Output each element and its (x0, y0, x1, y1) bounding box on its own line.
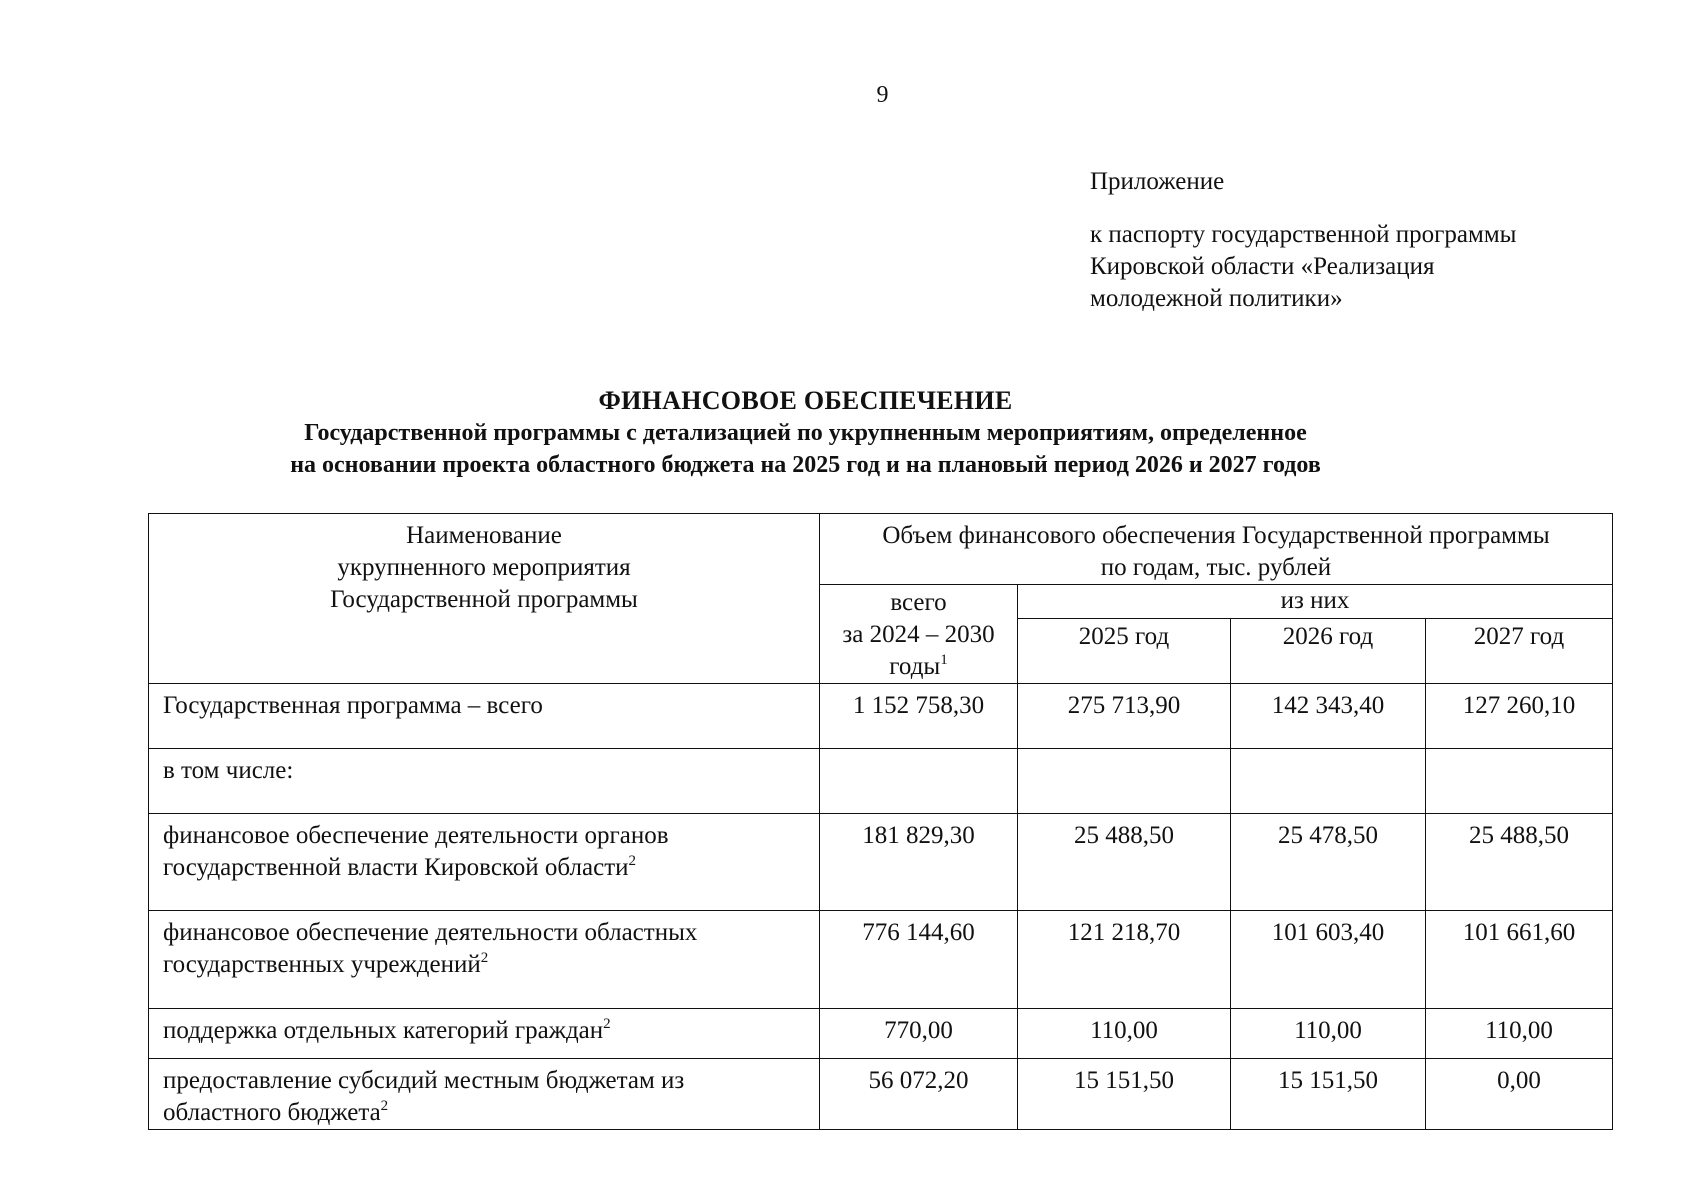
cell-2027: 25 488,50 (1426, 814, 1613, 911)
table-row (149, 749, 1613, 814)
financing-table (148, 513, 1613, 1130)
row-name: финансовое обеспечение деятельности органов государственной власти Кировской области$^2$ (149, 814, 820, 911)
cell-2027: 101 661,60 (1426, 911, 1613, 1009)
cell-total: 770,00 (820, 1009, 1018, 1059)
cell-2025: 121 218,70 (1018, 911, 1231, 1009)
cell-total: 1 152 758,30 (820, 684, 1018, 749)
heading-subtitle-line-2: на основании проекта областного бюджета на 2025 год и на плановый период 2026 и 2027 годов (290, 452, 1321, 478)
table-row (149, 911, 1613, 1009)
appendix-title: Приложение (1090, 168, 1225, 195)
cell-total (820, 749, 1018, 814)
appendix-line-3: молодежной политики» (1090, 285, 1343, 312)
header-year-2026: 2026 год (1231, 618, 1426, 683)
cell-2025: 110,00 (1018, 1009, 1231, 1059)
cell-2027 (1426, 749, 1613, 814)
cell-2026: 101 603,40 (1231, 911, 1426, 1009)
header-name-line-2: укрупненного мероприятия (337, 554, 631, 581)
table-row (149, 1059, 1613, 1130)
cell-total: 181 829,30 (820, 814, 1018, 911)
appendix-line-1: к паспорту государственной программы (1090, 221, 1517, 248)
row-name: Государственная программа – всего (149, 684, 820, 749)
header-name-line-1: Наименование (406, 522, 562, 549)
cell-2025: 275 713,90 (1018, 684, 1231, 749)
cell-2027: 127 260,10 (1426, 684, 1613, 749)
header-volume-line-2: по годам, тыс. рублей (1100, 554, 1332, 581)
cell-2026 (1231, 749, 1426, 814)
cell-2025: 15 151,50 (1018, 1059, 1231, 1130)
cell-2026: 142 343,40 (1231, 684, 1426, 749)
footnote-marker: 2 (628, 853, 637, 869)
header-of-them: из них (1018, 585, 1613, 619)
footnote-marker: 2 (603, 1016, 611, 1032)
page-number: 9 (876, 82, 889, 108)
cell-total: 56 072,20 (820, 1059, 1018, 1130)
row-name: финансовое обеспечение деятельности областных государственных учреждений$^2$ (149, 911, 820, 1009)
heading-subtitle-line-1: Государственной программы с детализацией по укрупненным мероприятиям, определенное (304, 420, 1307, 446)
cell-2027: 110,00 (1426, 1009, 1613, 1059)
header-activity-name (149, 514, 820, 684)
appendix-line-2: Кировской области «Реализация (1090, 253, 1435, 280)
row-name: в том числе: (149, 749, 820, 814)
row-name: предоставление субсидий местным бюджетам из областного бюджета$^2$ (149, 1059, 820, 1130)
cell-2026: 25 478,50 (1231, 814, 1426, 911)
heading-main: ФИНАНСОВОЕ ОБЕСПЕЧЕНИЕ (598, 386, 1013, 415)
header-year-2025: 2025 год (1018, 618, 1231, 683)
header-total-line-2: за 2024 – 2030 (842, 621, 995, 648)
footnote-marker: 1 (940, 652, 948, 668)
table-row (149, 1009, 1613, 1059)
row-name: поддержка отдельных категорий граждан$^2$ (149, 1009, 820, 1059)
table-row (149, 684, 1613, 749)
cell-2025: 25 488,50 (1018, 814, 1231, 911)
cell-2025 (1018, 749, 1231, 814)
header-year-2027: 2027 год (1426, 618, 1613, 683)
header-financing-volume (820, 514, 1613, 585)
header-name-line-3: Государственной программы (330, 586, 638, 613)
header-volume-line-1: Объем финансового обеспечения Государственной программы (882, 522, 1550, 549)
appendix-block (1090, 166, 1610, 315)
table-row (149, 814, 1613, 911)
header-total-line-1: всего (890, 589, 947, 616)
header-total-line-3: годы$^1$ (889, 652, 948, 680)
footnote-marker: 2 (380, 1098, 389, 1114)
footnote-marker: 2 (480, 950, 489, 966)
cell-2026: 15 151,50 (1231, 1059, 1426, 1130)
header-total (820, 585, 1018, 684)
document-heading (148, 385, 1463, 481)
cell-total: 776 144,60 (820, 911, 1018, 1009)
cell-2026: 110,00 (1231, 1009, 1426, 1059)
cell-2027: 0,00 (1426, 1059, 1613, 1130)
